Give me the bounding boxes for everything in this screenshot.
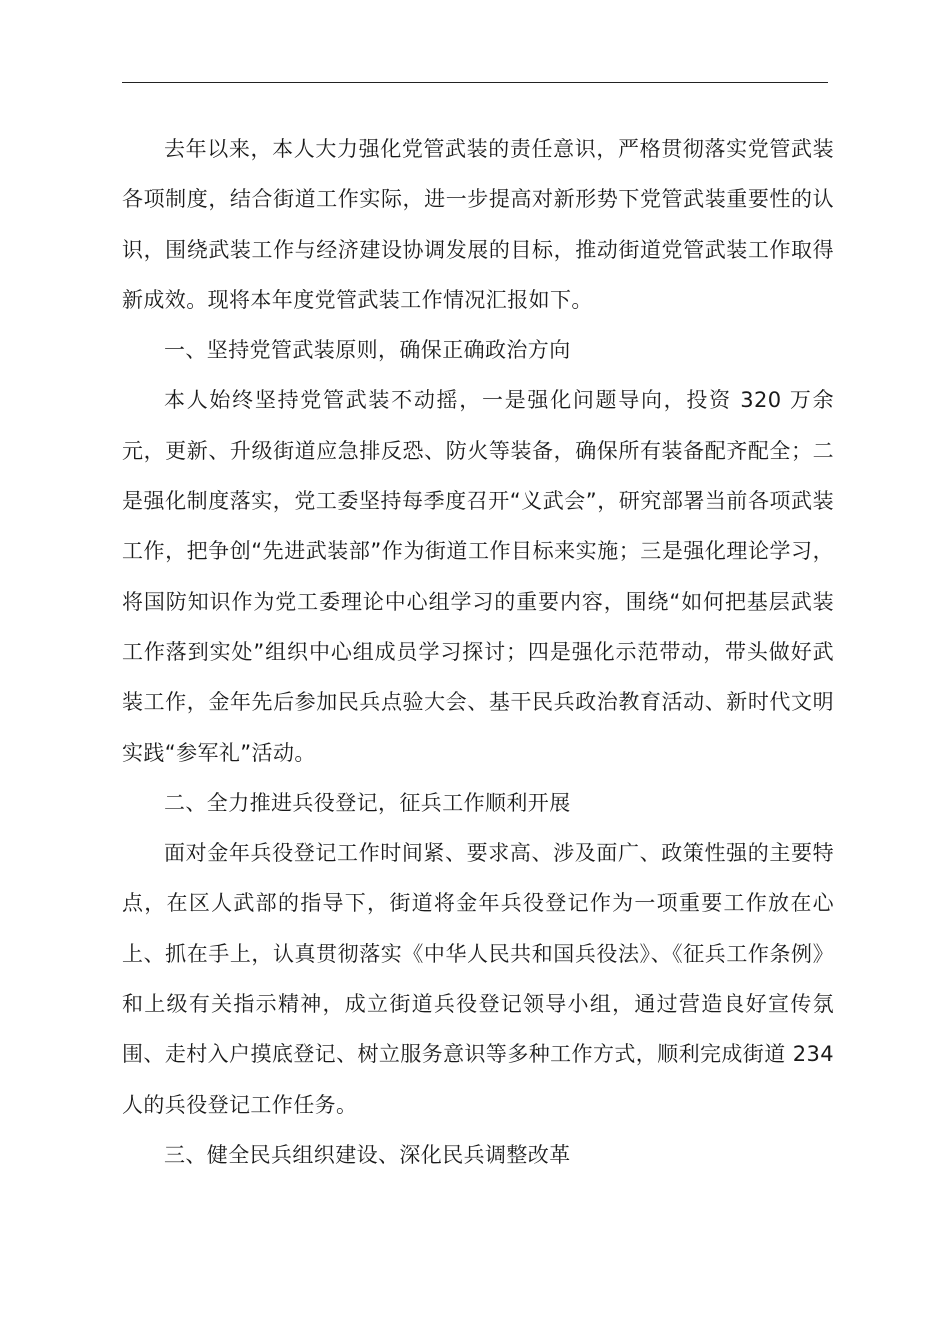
section-paragraph-1: 本人始终坚持党管武装不动摇，一是强化问题导向，投资 320 万余元，更新、升级街道应急排反恐、防火等装备，确保所有装备配齐配全；二是强化制度落实，党工委坚持每季度召开“义武会”，研究部署当前各项武装工作，把争创“先进武装部”作为街道工作目标来实施；三是强化理论学习，将国防知识作为党工委理论中心组学习的重要内容，围绕“如何把基层武装工作落到实处”组织中心组成员学习探讨；四是强化示范带动，带头做好武装工作，金年先后参加民兵点验大会、基干民兵政治教育活动、新时代文明实践“参军礼”活动。 (122, 388, 834, 765)
section-heading-3: 三、健全民兵组织建设、深化民兵调整改革 (164, 1142, 571, 1167)
header-rule (122, 82, 828, 83)
section-heading-1: 一、坚持党管武装原则，确保正确政治方向 (164, 338, 571, 363)
section-heading-2: 二、全力推进兵役登记，征兵工作顺利开展 (164, 790, 571, 815)
intro-paragraph: 去年以来，本人大力强化党管武装的责任意识，严格贯彻落实党管武装各项制度，结合街道工作实际，进一步提高对新形势下党管武装重要性的认识，围绕武装工作与经济建设协调发展的目标，推动街道党管武装工作取得新成效。现将本年度党管武装工作情况汇报如下。 (122, 137, 834, 312)
document-body (122, 124, 834, 1180)
section-paragraph-2: 面对金年兵役登记工作时间紧、要求高、涉及面广、政策性强的主要特点，在区人武部的指导下，街道将金年兵役登记作为一项重要工作放在心上、抓在手上，认真贯彻落实《中华人民共和国兵役法》、《征兵工作条例》和上级有关指示精神，成立街道兵役登记领导小组，通过营造良好宣传氛围、走村入户摸底登记、树立服务意识等多种工作方式，顺利完成街道 234 人的兵役登记工作任务。 (122, 841, 834, 1117)
